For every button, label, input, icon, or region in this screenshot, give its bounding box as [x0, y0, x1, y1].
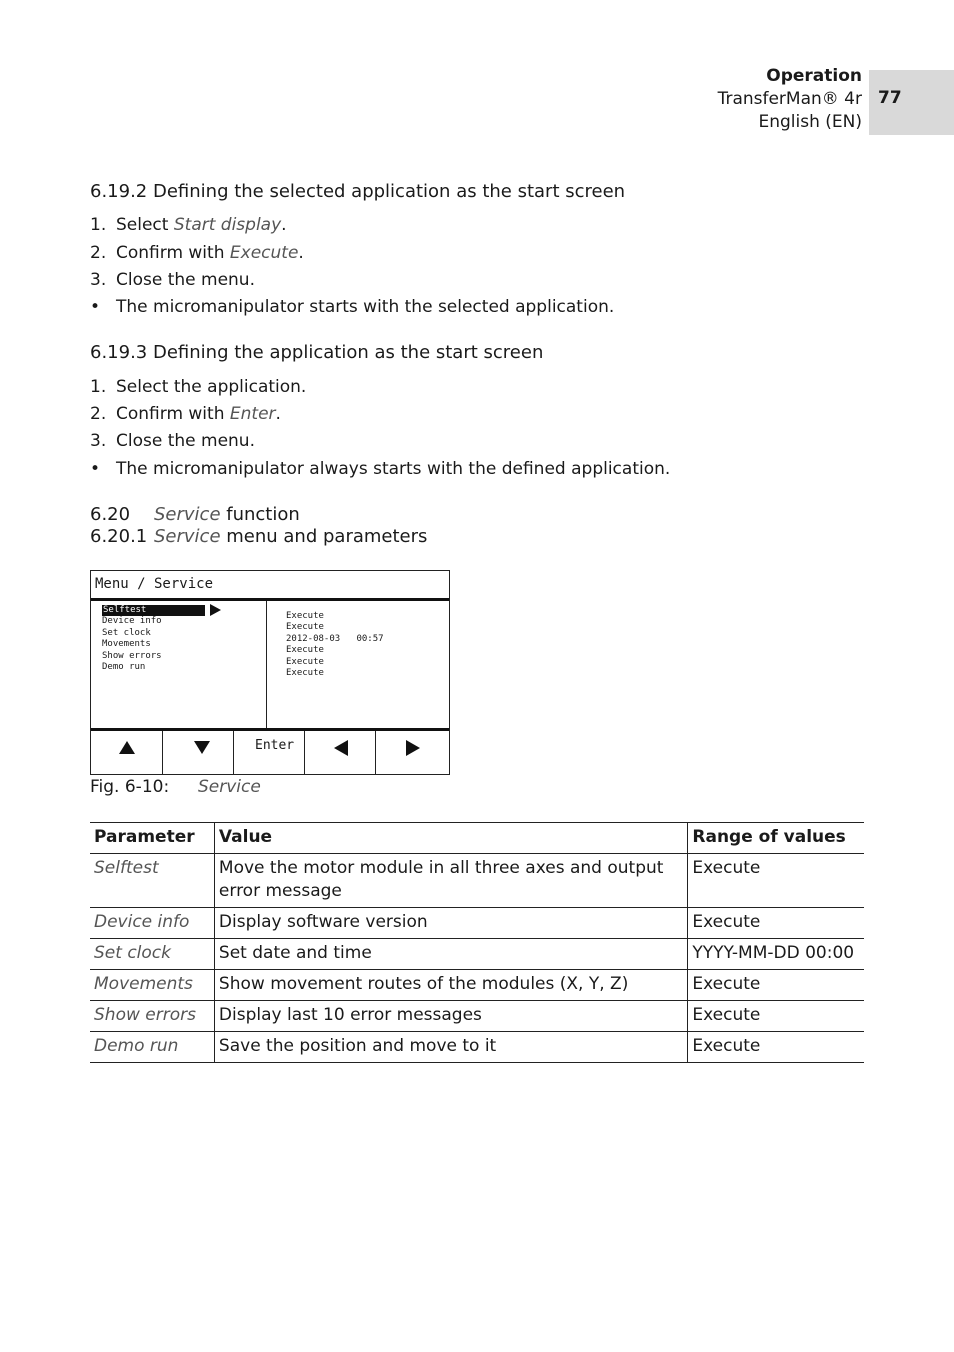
value-cell: Save the position and move to it: [214, 1032, 687, 1063]
section-6-20-1-title: 6.20.1 Service menu and parameters: [90, 526, 428, 547]
table-row: [90, 1001, 864, 1032]
result-6-19-3: • The micromanipulator always starts with the defined application.: [90, 459, 671, 479]
section-6-20-title: 6.20 Service function: [90, 504, 300, 525]
table-row: [90, 970, 864, 1001]
step-6-19-3-1: 1. Select the application.: [90, 377, 307, 397]
figure-caption: Fig. 6-10: Service: [90, 777, 261, 797]
enter-button[interactable]: [234, 731, 305, 774]
running-header: [718, 65, 862, 134]
left-button[interactable]: [305, 731, 376, 774]
menu-item-movements[interactable]: Movements: [102, 639, 151, 649]
enter-label: Enter: [255, 738, 295, 753]
parameter-table: [90, 822, 864, 1063]
step-6-19-3-3: 3. Close the menu.: [90, 431, 255, 451]
up-button[interactable]: [91, 731, 163, 774]
value-device-info: Execute: [286, 622, 324, 632]
header-section: Operation: [766, 66, 862, 86]
title-divider: [91, 598, 449, 601]
step-6-19-2-2: 2. Confirm with Execute.: [90, 243, 304, 263]
arrow-up-icon: [119, 741, 135, 754]
step-6-19-2-3: 3. Close the menu.: [90, 270, 255, 290]
column-header: Range of values: [688, 823, 864, 854]
range-cell: YYYY-MM-DD 00:00: [688, 939, 864, 970]
value-show-errors: Execute: [286, 657, 324, 667]
parameter-cell: Movements: [90, 970, 214, 1001]
parameter-cell: Demo run: [90, 1032, 214, 1063]
right-button[interactable]: [376, 731, 449, 774]
section-6-19-2-title: 6.19.2 Defining the selected application as the start screen: [90, 181, 626, 202]
range-cell: Execute: [688, 854, 864, 908]
arrow-right-icon: [406, 740, 420, 756]
parameter-cell: Device info: [90, 908, 214, 939]
arrow-left-icon: [334, 740, 348, 756]
arrow-down-icon: [194, 741, 210, 754]
down-button[interactable]: [163, 731, 234, 774]
table-row: [90, 939, 864, 970]
range-cell: Execute: [688, 1001, 864, 1032]
selection-arrow-icon: [210, 604, 221, 616]
menu-item-demo-run[interactable]: Demo run: [102, 662, 146, 672]
page-number: 77: [878, 88, 902, 108]
result-6-19-2: • The micromanipulator starts with the selected application.: [90, 297, 615, 317]
step-6-19-2-1: 1. Select Start display.: [90, 215, 287, 235]
value-cell: Display last 10 error messages: [214, 1001, 687, 1032]
service-menu-screen: [90, 570, 450, 775]
value-demo-run: Execute: [286, 668, 324, 678]
table-row: [90, 908, 864, 939]
value-set-clock: 2012-08-03 00:57: [286, 634, 384, 644]
table-row: [90, 854, 864, 908]
value-cell: Display software version: [214, 908, 687, 939]
menu-item-show-errors[interactable]: Show errors: [102, 651, 162, 661]
range-cell: Execute: [688, 908, 864, 939]
parameter-cell: Selftest: [90, 854, 214, 908]
screen-title: Menu / Service: [95, 576, 214, 592]
parameter-cell: Show errors: [90, 1001, 214, 1032]
menu-item-set-clock[interactable]: Set clock: [102, 628, 151, 638]
value-cell: Set date and time: [214, 939, 687, 970]
column-divider: [266, 601, 267, 728]
menu-item-device-info[interactable]: Device info: [102, 616, 162, 626]
value-cell: Show movement routes of the modules (X, Y, Z): [214, 970, 687, 1001]
header-language: English (EN): [758, 112, 862, 132]
table-header-row: [90, 823, 864, 854]
parameter-cell: Set clock: [90, 939, 214, 970]
step-6-19-3-2: 2. Confirm with Enter.: [90, 404, 281, 424]
section-6-19-3-title: 6.19.3 Defining the application as the start screen: [90, 342, 544, 363]
column-header: Parameter: [90, 823, 214, 854]
range-cell: Execute: [688, 1032, 864, 1063]
header-product: TransferMan® 4r: [717, 89, 862, 109]
table-row: [90, 1032, 864, 1063]
column-header: Value: [214, 823, 687, 854]
menu-item-selftest[interactable]: Selftest: [102, 605, 205, 616]
value-movements: Execute: [286, 645, 324, 655]
range-cell: Execute: [688, 970, 864, 1001]
value-cell: Move the motor module in all three axes and output error message: [214, 854, 687, 908]
value-selftest: Execute: [286, 611, 324, 621]
